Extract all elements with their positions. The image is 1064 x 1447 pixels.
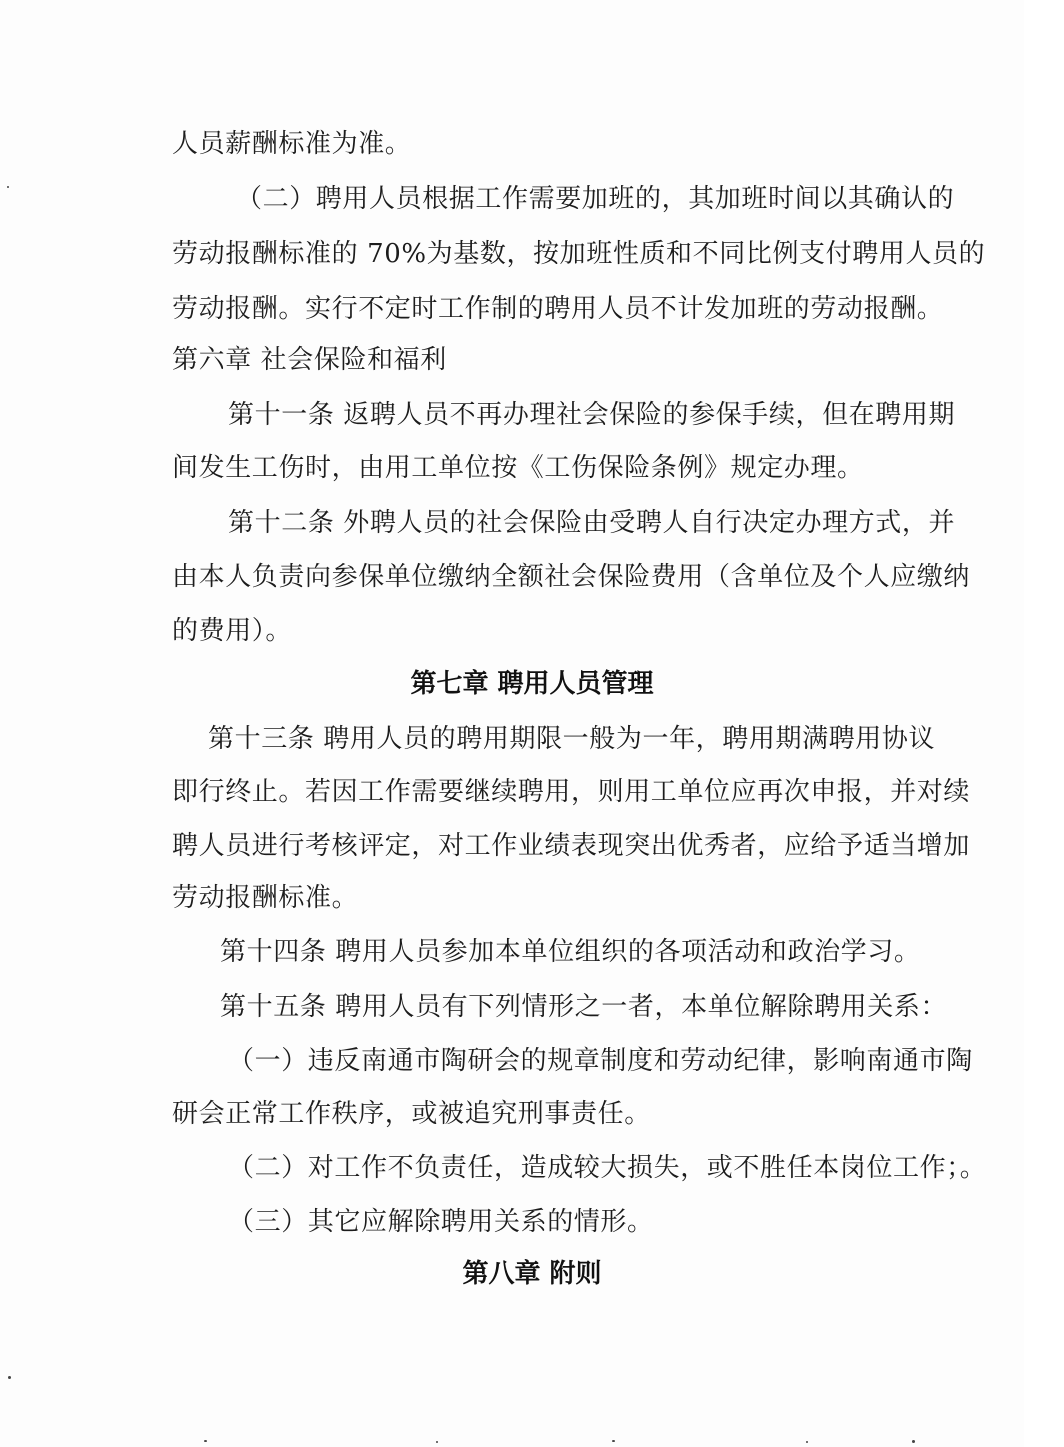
- scan-speck: [7, 186, 9, 188]
- text-line: 第十一条 返聘人员不再办理社会保险的参保手续，但在聘用期: [228, 400, 956, 430]
- text-line: 即行终止。若因工作需要继续聘用，则用工单位应再次申报，并对续: [172, 777, 971, 807]
- scan-speck: [8, 1376, 11, 1379]
- text-line: 由本人负责向参保单位缴纳全额社会保险费用（含单位及个人应缴纳: [172, 562, 971, 592]
- text-line: （二）聘用人员根据工作需要加班的，其加班时间以其确认的: [236, 184, 955, 214]
- scan-speck: [612, 1440, 615, 1442]
- text-line: （三）其它应解除聘用关系的情形。: [228, 1207, 654, 1237]
- text-line: （一）违反南通市陶研会的规章制度和劳动纪律，影响南通市陶: [228, 1046, 973, 1076]
- scan-speck: [436, 1441, 438, 1443]
- text-line: 的费用）。: [172, 616, 293, 646]
- text-line: 第十三条 聘用人员的聘用期限一般为一年，聘用期满聘用协议: [208, 724, 936, 754]
- text-line: 第十四条 聘用人员参加本单位组织的各项活动和政治学习。: [220, 937, 921, 967]
- scan-speck: [912, 1440, 915, 1443]
- scan-speck: [806, 1441, 808, 1443]
- text-line: （二）对工作不负责任，造成较大损失，或不胜任本岗位工作；。: [228, 1153, 987, 1183]
- text-line: 研会正常工作秩序，或被追究刑事责任。: [172, 1099, 651, 1129]
- chapter-seven-heading: 第七章 聘用人员管理: [410, 669, 654, 699]
- text-line: 劳动报酬标准的 70%为基数，按加班性质和不同比例支付聘用人员的: [172, 239, 986, 269]
- text-line: 劳动报酬。实行不定时工作制的聘用人员不计发加班的劳动报酬。: [172, 294, 944, 324]
- text-line: 第十二条 外聘人员的社会保险由受聘人自行决定办理方式，并: [228, 508, 956, 538]
- text-line: 间发生工伤时，由用工单位按《工伤保险条例》规定办理。: [172, 453, 864, 483]
- text-line: 人员薪酬标准为准。: [172, 129, 412, 159]
- text-line: 劳动报酬标准。: [172, 883, 359, 913]
- scan-speck: [204, 1440, 207, 1442]
- chapter-six-title: 第六章 社会保险和福利: [172, 345, 447, 375]
- chapter-eight-heading: 第八章 附则: [462, 1259, 602, 1289]
- text-line: 聘人员进行考核评定，对工作业绩表现突出优秀者，应给予适当增加: [172, 831, 971, 861]
- text-line: 第十五条 聘用人员有下列情形之一者，本单位解除聘用关系：: [220, 992, 948, 1022]
